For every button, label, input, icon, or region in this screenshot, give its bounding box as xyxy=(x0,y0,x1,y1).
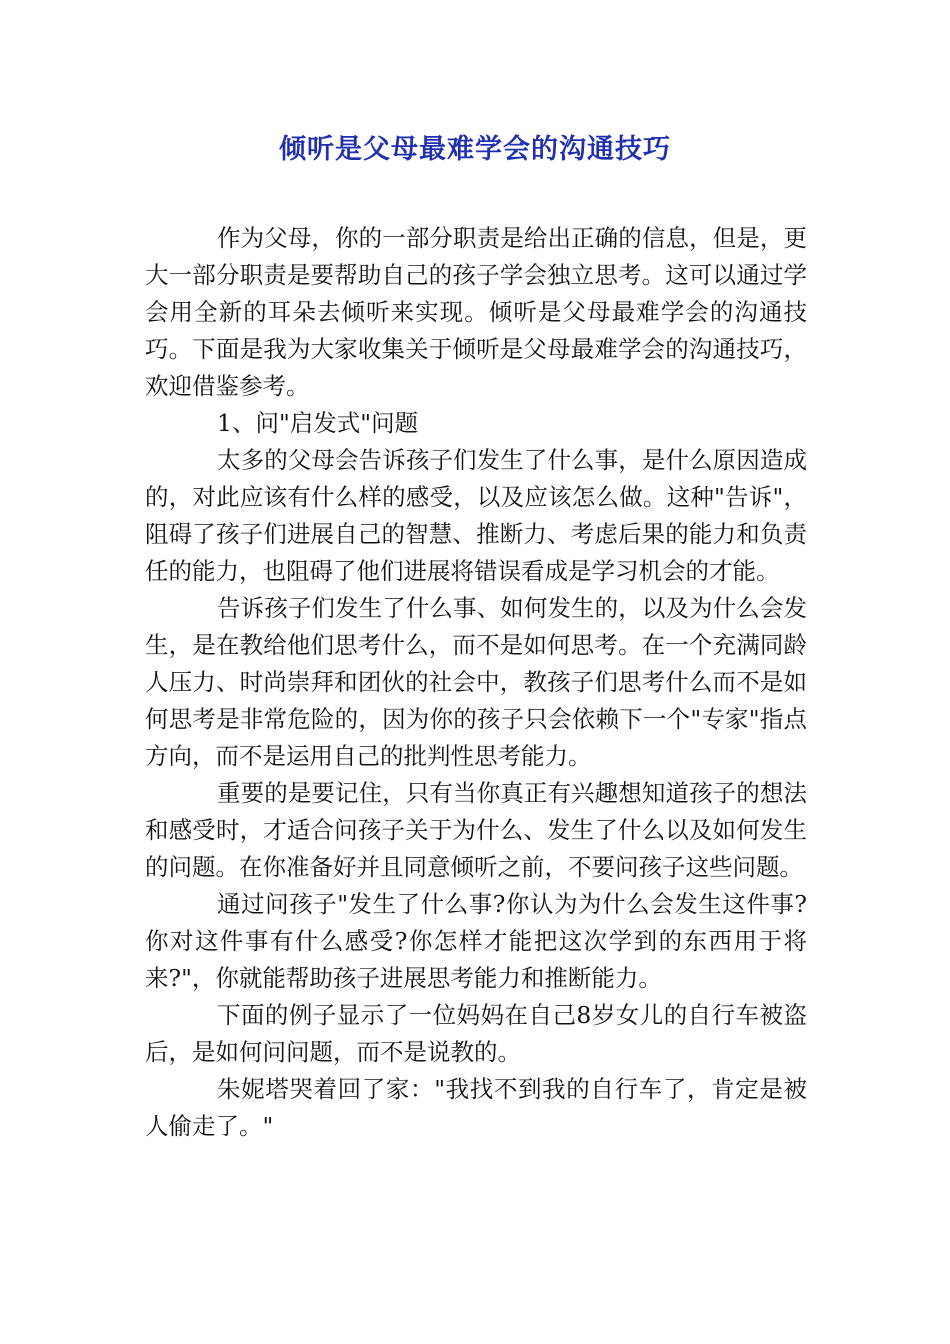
section-heading-1: 1、问"启发式"问题 xyxy=(217,409,419,437)
paragraph: 重要的是要记住，只有当你真正有兴趣想知道孩子的想法和感受时，才适合问孩子关于为什么、发生了什么以及如何发生的问题。在你准备好并且同意倾听之前，不要问孩子这些问题。 xyxy=(145,779,807,881)
paragraph: 太多的父母会告诉孩子们发生了什么事，是什么原因造成的，对此应该有什么样的感受，以及应该怎么做。这种"告诉"，阻碍了孩子们进展自己的智慧、推断力、考虑后果的能力和负责任的能力，也阻碍了他们进展将错误看成是学习机会的才能。 xyxy=(145,446,807,585)
paragraph: 通过问孩子"发生了什么事?你认为为什么会发生这件事?你对这件事有什么感受?你怎样才能把这次学到的东西用于将来?"，你就能帮助孩子进展思考能力和推断能力。 xyxy=(145,890,807,992)
document-title: 倾听是父母最难学会的沟通技巧 xyxy=(279,134,671,165)
document-body xyxy=(145,220,807,1145)
paragraph: 告诉孩子们发生了什么事、如何发生的，以及为什么会发生，是在教给他们思考什么，而不是如何思考。在一个充满同龄人压力、时尚崇拜和团伙的社会中，教孩子们思考什么而不是如何思考是非常危险的，因为你的孩子只会依赖下一个"专家"指点方向，而不是运用自己的批判性思考能力。 xyxy=(145,594,807,770)
paragraph: 朱妮塔哭着回了家："我找不到我的自行车了，肯定是被人偷走了。" xyxy=(145,1075,807,1140)
paragraph: 下面的例子显示了一位妈妈在自己8岁女儿的自行车被盗后，是如何问问题，而不是说教的。 xyxy=(145,1001,807,1066)
paragraph-intro: 作为父母，你的一部分职责是给出正确的信息，但是，更大一部分职责是要帮助自己的孩子学会独立思考。这可以通过学会用全新的耳朵去倾听来实现。倾听是父母最难学会的沟通技巧。下面是我为大家收集关于倾听是父母最难学会的沟通技巧，欢迎借鉴参考。 xyxy=(145,224,807,400)
